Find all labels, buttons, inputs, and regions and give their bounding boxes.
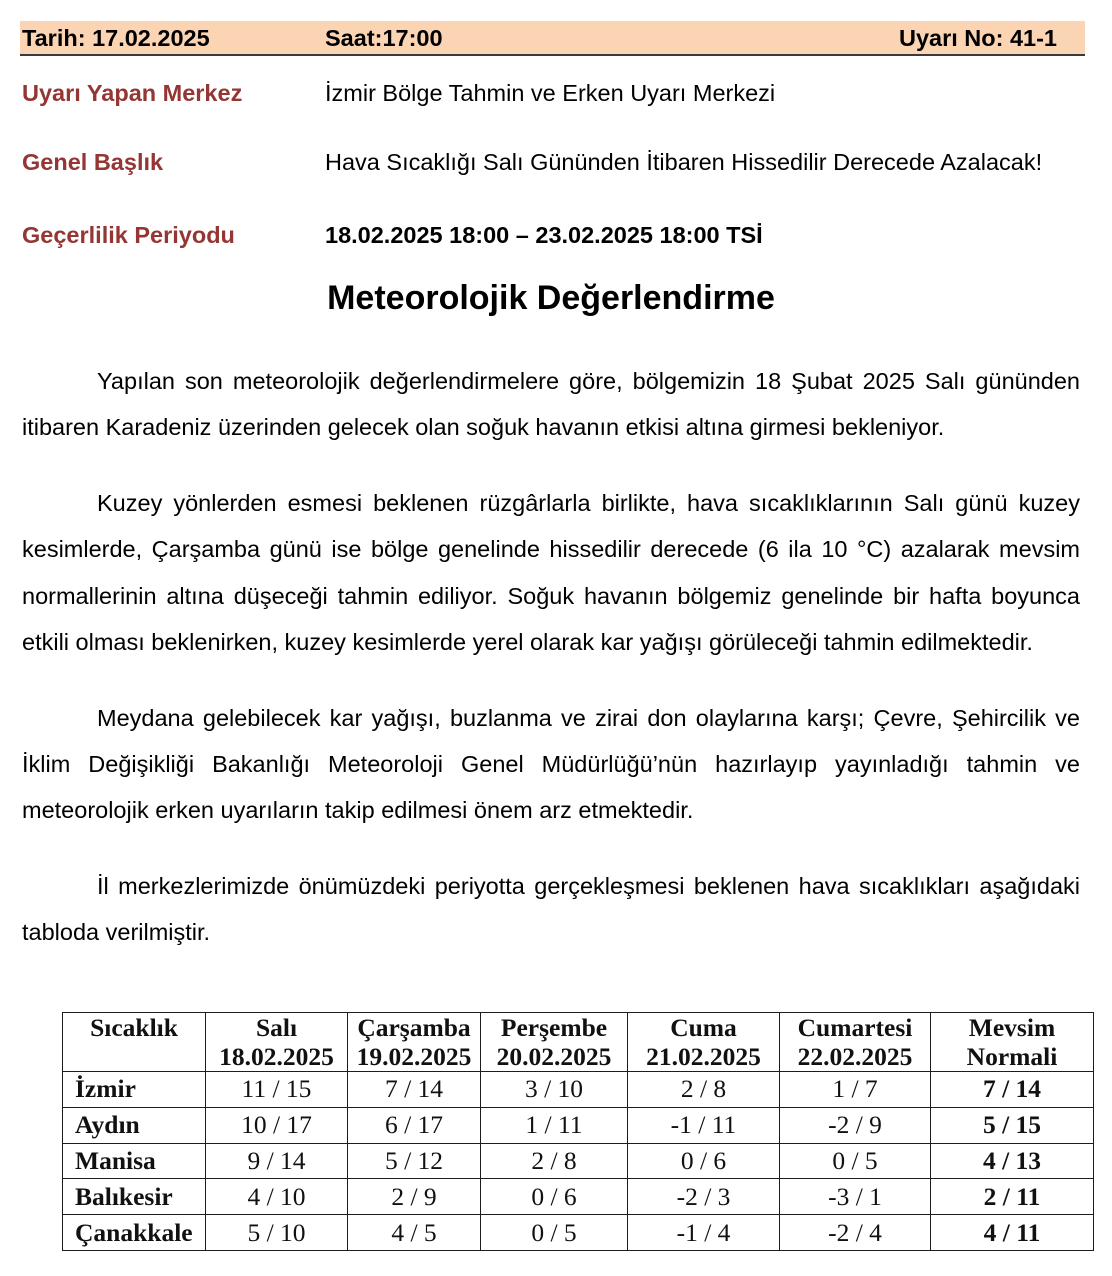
table-row <box>63 1179 1094 1215</box>
table-row <box>63 1215 1094 1251</box>
temp-cell: 1 / 7 <box>780 1072 931 1108</box>
paragraph-line: Kuzey yönlerden esmesi beklenen rüzgârlarla birlikte, hava sıcaklıklarının Salı günü kuzey <box>97 490 1080 517</box>
paragraph-line: normallerinin altına düşeceği tahmin ediliyor. Soğuk havanın bölgemiz genelinde bir hafta boyunca <box>22 582 1080 609</box>
city-name: Aydın <box>63 1107 206 1143</box>
temp-cell: 11 / 15 <box>206 1072 348 1108</box>
temp-cell: 10 / 17 <box>206 1107 348 1143</box>
temp-cell: 9 / 14 <box>206 1143 348 1179</box>
temperature-table <box>62 1012 1094 1251</box>
temp-cell: -2 / 9 <box>780 1107 931 1143</box>
table-header-row <box>63 1013 1094 1072</box>
column-header-day: Cuma <box>670 1013 737 1042</box>
column-header-day: Cumartesi <box>797 1013 913 1042</box>
info-label-center: Uyarı Yapan Merkez <box>22 80 243 106</box>
column-header-day: Çarşamba <box>357 1013 471 1042</box>
column-header-date: 21.02.2025 <box>646 1041 761 1071</box>
info-row-headline <box>22 139 1080 185</box>
temp-cell: -2 / 3 <box>628 1179 780 1215</box>
seasonal-normal-cell: 4 / 13 <box>931 1143 1094 1179</box>
temp-cell: 4 / 5 <box>348 1215 481 1251</box>
issue-date: Tarih: 17.02.2025 <box>22 25 210 51</box>
column-header <box>780 1013 931 1072</box>
seasonal-normal-cell: 4 / 11 <box>931 1215 1094 1251</box>
temp-cell: 7 / 14 <box>348 1072 481 1108</box>
corner-header: Sıcaklık <box>63 1013 206 1072</box>
temp-cell: 6 / 17 <box>348 1107 481 1143</box>
warning-number: Uyarı No: 41-1 <box>898 25 1057 51</box>
column-header-date: 18.02.2025 <box>219 1041 334 1071</box>
paragraph-line: İklim Değişikliği Bakanlığı Meteoroloji Genel Müdürlüğü’nün hazırlayıp yayınladığı tahmin ve <box>22 751 1080 778</box>
paragraph-line: Yapılan son meteorolojik değerlendirmelere göre, bölgemizin 18 Şubat 2025 Salı gününden <box>97 368 1080 394</box>
column-header <box>206 1013 348 1072</box>
column-header-date: 19.02.2025 <box>356 1041 472 1071</box>
table-row <box>63 1107 1094 1143</box>
header-bar <box>20 21 1085 56</box>
temp-cell: -1 / 11 <box>628 1107 780 1143</box>
paragraph-3 <box>22 695 1080 834</box>
paragraph-1 <box>22 358 1080 451</box>
temp-cell: 2 / 9 <box>348 1179 481 1215</box>
paragraph-line: tabloda verilmiştir. <box>22 919 211 946</box>
info-value-headline: Hava Sıcaklığı Salı Gününden İtibaren Hissedilir Derecede Azalacak! <box>325 149 1043 175</box>
column-header-day: Perşembe <box>500 1013 608 1042</box>
assessment-body <box>22 358 1080 985</box>
column-header <box>481 1013 628 1072</box>
normal-header-line: Normali <box>966 1041 1058 1071</box>
info-row-center <box>22 70 1080 116</box>
section-title: Meteorolojik Değerlendirme <box>327 279 775 317</box>
column-header-day: Salı <box>255 1013 298 1042</box>
temp-cell: 0 / 6 <box>481 1179 628 1215</box>
table-row <box>63 1143 1094 1179</box>
temp-cell: 2 / 8 <box>481 1143 628 1179</box>
issue-time: Saat:17:00 <box>325 25 443 51</box>
paragraph-2 <box>22 480 1080 665</box>
temp-cell: 2 / 8 <box>628 1072 780 1108</box>
column-header-date: 20.02.2025 <box>496 1041 612 1071</box>
temp-cell: 1 / 11 <box>481 1107 628 1143</box>
temp-cell: 0 / 6 <box>628 1143 780 1179</box>
paragraph-line: etkili olması beklenirken, kuzey kesimlerde yerel olarak kar yağışı görüleceği tahmin edilmektedir. <box>22 628 1033 655</box>
column-header <box>628 1013 780 1072</box>
seasonal-normal-cell: 7 / 14 <box>931 1072 1094 1108</box>
info-label-headline: Genel Başlık <box>22 149 164 175</box>
column-header-date: 22.02.2025 <box>797 1041 913 1071</box>
city-name: Çanakkale <box>63 1215 206 1251</box>
column-header <box>348 1013 481 1072</box>
temp-cell: -2 / 4 <box>780 1215 931 1251</box>
column-header-normal <box>931 1013 1094 1072</box>
info-value-center: İzmir Bölge Tahmin ve Erken Uyarı Merkezi <box>325 80 776 106</box>
city-name: Balıkesir <box>63 1179 206 1215</box>
city-name: Manisa <box>63 1143 206 1179</box>
city-name: İzmir <box>63 1072 206 1108</box>
temp-cell: 5 / 10 <box>206 1215 348 1251</box>
temp-cell: 3 / 10 <box>481 1072 628 1108</box>
temp-cell: -3 / 1 <box>780 1179 931 1215</box>
paragraph-line: meteorolojik erken uyarıların takip edilmesi önem arz etmektedir. <box>22 797 694 824</box>
temp-cell: 4 / 10 <box>206 1179 348 1215</box>
info-row-validity <box>22 212 1080 258</box>
paragraph-line: itibaren Karadeniz üzerinden gelecek olan soğuk havanın etkisi altına girmesi bekleniyor. <box>22 414 945 441</box>
temp-cell: -1 / 4 <box>628 1215 780 1251</box>
temp-cell: 5 / 12 <box>348 1143 481 1179</box>
info-label-validity: Geçerlilik Periyodu <box>22 222 235 248</box>
table-row <box>63 1072 1094 1108</box>
seasonal-normal-cell: 2 / 11 <box>931 1179 1094 1215</box>
info-value-validity: 18.02.2025 18:00 – 23.02.2025 18:00 TSİ <box>325 222 763 248</box>
seasonal-normal-cell: 5 / 15 <box>931 1107 1094 1143</box>
normal-header-line: Mevsim <box>968 1013 1056 1042</box>
paragraph-line: Meydana gelebilecek kar yağışı, buzlanma ve zirai don olaylarına karşı; Çevre, Şehircilik ve <box>97 704 1080 731</box>
paragraph-line: kesimlerde, Çarşamba günü ise bölge genelinde hissedilir derecede (6 ila 10 °C) azalarak mevsim <box>22 536 1080 563</box>
paragraph-line: İl merkezlerimizde önümüzdeki periyotta gerçekleşmesi beklenen hava sıcaklıkları aşağıdaki <box>97 873 1080 900</box>
temp-cell: 0 / 5 <box>481 1215 628 1251</box>
temp-cell: 0 / 5 <box>780 1143 931 1179</box>
paragraph-4 <box>22 863 1080 956</box>
